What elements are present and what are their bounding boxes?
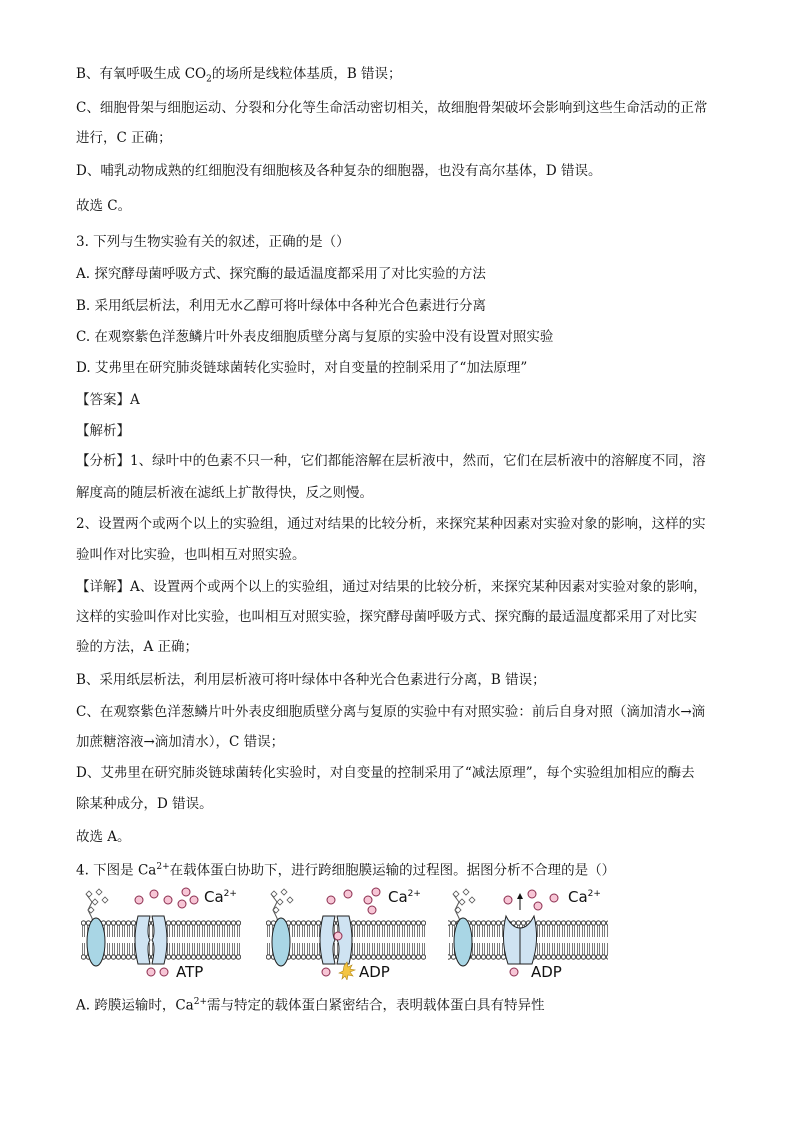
svg-text:Ca2+: $Ca^{2+}$ (568, 888, 601, 906)
text-line: D、艾弗里在研究肺炎链球菌转化实验时，对自变量的控制采用了“减法原理”，每个实验组加相应的酶去 (76, 765, 695, 781)
text-line: 验叫作对比实验，也叫相互对照实验。 (76, 547, 306, 563)
text-line: B、有氧呼吸生成 $CO_2$的场所是线粒体基质，B 错误； (76, 66, 402, 85)
option-d: D. 艾弗里在研究肺炎链球菌转化实验时，对自变量的控制采用了“加法原理” (76, 360, 528, 376)
text-line: 2、设置两个或两个以上的实验组，通过对结果的比较分析，来探究某种因素对实验对象的影响，这样的实 (76, 516, 706, 532)
membrane-transport-figure (76, 880, 636, 980)
text-line: D、哺乳动物成熟的红细胞没有细胞核及各种复杂的细胞器，也没有高尔基体，D 错误。 (76, 163, 602, 179)
panel-3 (448, 888, 608, 980)
svg-text:Ca2+: $Ca^{2+}$ (388, 888, 421, 906)
text-line: 这样的实验叫作对比实验，也叫相互对照实验，探究酵母菌呼吸方式、探究酶的最适温度都采用了对比实 (76, 609, 697, 625)
panel-2-energy-label: ADP (359, 963, 390, 980)
text-line: C、细胞骨架与细胞运动、分裂和分化等生命活动密切相关，故细胞骨架破坏会影响到这些生命活动的正常 (76, 100, 708, 116)
text-line: 故选 C。 (76, 198, 132, 214)
phosphate-burst-icon (339, 962, 355, 980)
question-4-stem: 4. 下图是 $Ca^{2+}$在载体蛋白协助下，进行跨细胞膜运输的过程图。据图分析不合理的是（） (76, 862, 616, 879)
panel-1 (81, 888, 241, 980)
text-line: 解度高的随层析液在滤纸上扩散得快，反之则慢。 (76, 485, 373, 501)
answer-label: 【答案】A (76, 392, 140, 408)
panel-2 (266, 888, 426, 980)
option-a: A. 探究酵母菌呼吸方式、探究酶的最适温度都采用了对比实验的方法 (76, 266, 486, 282)
text-line: 除某种成分，D 错误。 (76, 796, 213, 812)
text-line: 【分析】1、绿叶中的色素不只一种，它们都能溶解在层析液中，然而，它们在层析液中的溶解度不同，溶 (76, 453, 706, 469)
text-line: 【详解】A、设置两个或两个以上的实验组，通过对结果的比较分析，来探究某种因素对实验对象的影响， (76, 579, 707, 595)
panel-1-energy-label: ATP (176, 963, 204, 980)
panel-3-energy-label: ADP (531, 963, 562, 980)
text-line: 验的方法，A 正确； (76, 639, 199, 655)
text-line: 进行，C 正确； (76, 130, 172, 146)
text-line: B、采用纸层析法，利用层析液可将叶绿体中各种光合色素进行分离，B 错误； (76, 672, 546, 688)
question-3-stem: 3. 下列与生物实验有关的叙述，正确的是（） (76, 234, 350, 250)
option-c: C. 在观察紫色洋葱鳞片叶外表皮细胞质壁分离与复原的实验中没有设置对照实验 (76, 329, 554, 345)
text-line: 加蔗糖溶液→滴加清水），C 错误； (76, 734, 285, 750)
text-line: 故选 A。 (76, 829, 131, 845)
option-b: B. 采用纸层析法，利用无水乙醇可将叶绿体中各种光合色素进行分离 (76, 298, 487, 314)
analysis-label: 【解析】 (76, 423, 130, 439)
text-line: C、在观察紫色洋葱鳞片叶外表皮细胞质壁分离与复原的实验中有对照实验：前后自身对照（滴加清水→滴 (76, 704, 706, 720)
question-4-option-a: A. 跨膜运输时，$Ca^{2+}$需与特定的载体蛋白紧密结合，表明载体蛋白具有特异性 (76, 997, 545, 1014)
svg-text:Ca2+: $Ca^{2+}$ (204, 888, 237, 906)
